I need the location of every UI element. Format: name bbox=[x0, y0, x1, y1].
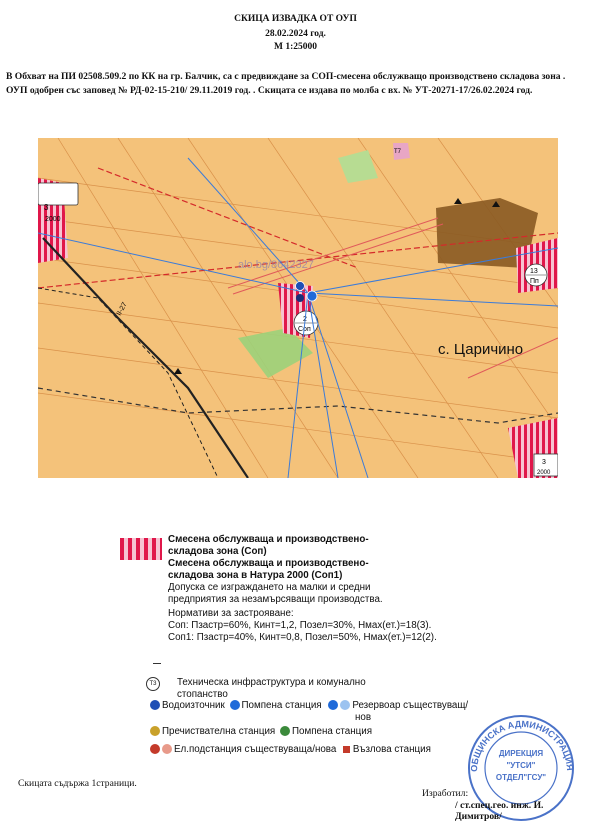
zone-bottom-code: 2000 bbox=[537, 470, 551, 476]
legend-title-2: Смесена обслужваща и производствено- bbox=[168, 558, 369, 569]
road-label: II-27 bbox=[115, 301, 129, 317]
legend-norms-title: Нормативи за застрояване: bbox=[168, 608, 294, 619]
legend-treatment: Пречиствателна станция bbox=[162, 726, 276, 737]
reservoir-icon bbox=[307, 291, 317, 301]
infra-tag-icon: Т3 bbox=[146, 677, 160, 691]
water-source-icon bbox=[150, 700, 160, 710]
pump-station-icon bbox=[296, 282, 305, 291]
substation-new-icon bbox=[162, 744, 172, 754]
document-date: 28.02.2024 год. bbox=[265, 29, 326, 39]
village-name: с. Царичино bbox=[438, 341, 524, 358]
zone-left-code: 2000 bbox=[45, 216, 61, 223]
stamp-line-1: ДИРЕКЦИЯ bbox=[498, 749, 544, 758]
pages-note: Скицата съдържа 1страници. bbox=[18, 778, 137, 789]
legend-desc-1: Допуска се изграждането на малки и средни bbox=[168, 582, 371, 593]
watermark: alo.bg/8642327 bbox=[238, 259, 314, 271]
reservoir-new-icon bbox=[340, 700, 350, 710]
pump-station-icon bbox=[230, 700, 240, 710]
treatment-plant-icon bbox=[150, 726, 160, 736]
legend-reservoir: Резервоар съществуващ/ bbox=[352, 700, 469, 711]
substation-existing-icon bbox=[150, 744, 160, 754]
legend-norm-1: Соп: Пзастр=60%, Кинт=1,2, Позел=30%, Нмах(ет.)=18(3). bbox=[168, 620, 432, 631]
reservoir-existing-icon bbox=[328, 700, 338, 710]
zone-right-number: 13 bbox=[530, 268, 538, 275]
document-title: СКИЦА ИЗВАДКА ОТ ОУП bbox=[234, 14, 357, 24]
legend-swatch-sop bbox=[120, 538, 162, 560]
stamp-line-2: "УТСИ" bbox=[506, 761, 536, 770]
document-scale: М 1:25000 bbox=[273, 42, 317, 52]
legend-desc-2: предприятия за незамърсяващи производства. bbox=[168, 594, 383, 605]
zone-right-code: Пп bbox=[530, 278, 539, 285]
legend-title-1b: складова зона (Соп) bbox=[168, 546, 267, 557]
plan-map bbox=[38, 138, 558, 478]
legend-pump: Помпена станция bbox=[241, 700, 322, 711]
legend-water: Водоизточник bbox=[162, 700, 225, 711]
prepared-by-label: Изработил: bbox=[422, 788, 469, 799]
map-tag-top: Т7 bbox=[394, 149, 402, 155]
legend-pump-2: Помпена станция bbox=[291, 726, 373, 737]
stamp-line-3: ОТДЕЛ"ГСУ" bbox=[495, 773, 547, 782]
legend-reservoir-2: нов bbox=[355, 712, 372, 723]
pump-station-2-icon bbox=[280, 726, 290, 736]
zone-bottom-number: 3 bbox=[542, 459, 546, 466]
legend-infra-2: стопанство bbox=[177, 689, 228, 700]
legend-title-2b: складова зона в Натура 2000 (Соп1) bbox=[168, 570, 343, 581]
legend-divider bbox=[153, 663, 161, 664]
legend-infra-1: Техническа инфраструктура и комунално bbox=[177, 677, 366, 688]
node-station-icon bbox=[343, 746, 350, 753]
zone-site-code: Соп bbox=[298, 326, 311, 333]
zone-left-number: 3 bbox=[44, 203, 49, 212]
stamp-ring-text: ОБЩИНСКА АДМИНИСТРАЦИЯ bbox=[468, 718, 576, 773]
intro-line-1: В Обхват на ПИ 02508.509.2 по КК на гр. Балчик, са с предвиждане за СОП-смесена обслужващо производствено складова зона . bbox=[6, 71, 566, 82]
signature-line: / ст.спец.гео. инж. И. Димитров/ bbox=[455, 800, 544, 822]
intro-line-2: ОУП одобрен със заповед № РД-02-15-210/ 29.11.2019 год. . Скицата се издава по молба с вх. № УТ-20271-17/26.02.2024 год. bbox=[6, 85, 533, 96]
legend-substation: Ел.подстанция съществуваща/нова bbox=[174, 744, 337, 755]
legend-title-1: Смесена обслужваща и производствено- bbox=[168, 534, 369, 545]
legend-node: Възлова станция bbox=[352, 744, 431, 755]
legend-norm-2: Соп1: Пзастр=40%, Кинт=0,8, Позел=50%, Нмах(ет.)=12(2). bbox=[168, 632, 437, 643]
zone-site-number: 2 bbox=[303, 316, 307, 323]
